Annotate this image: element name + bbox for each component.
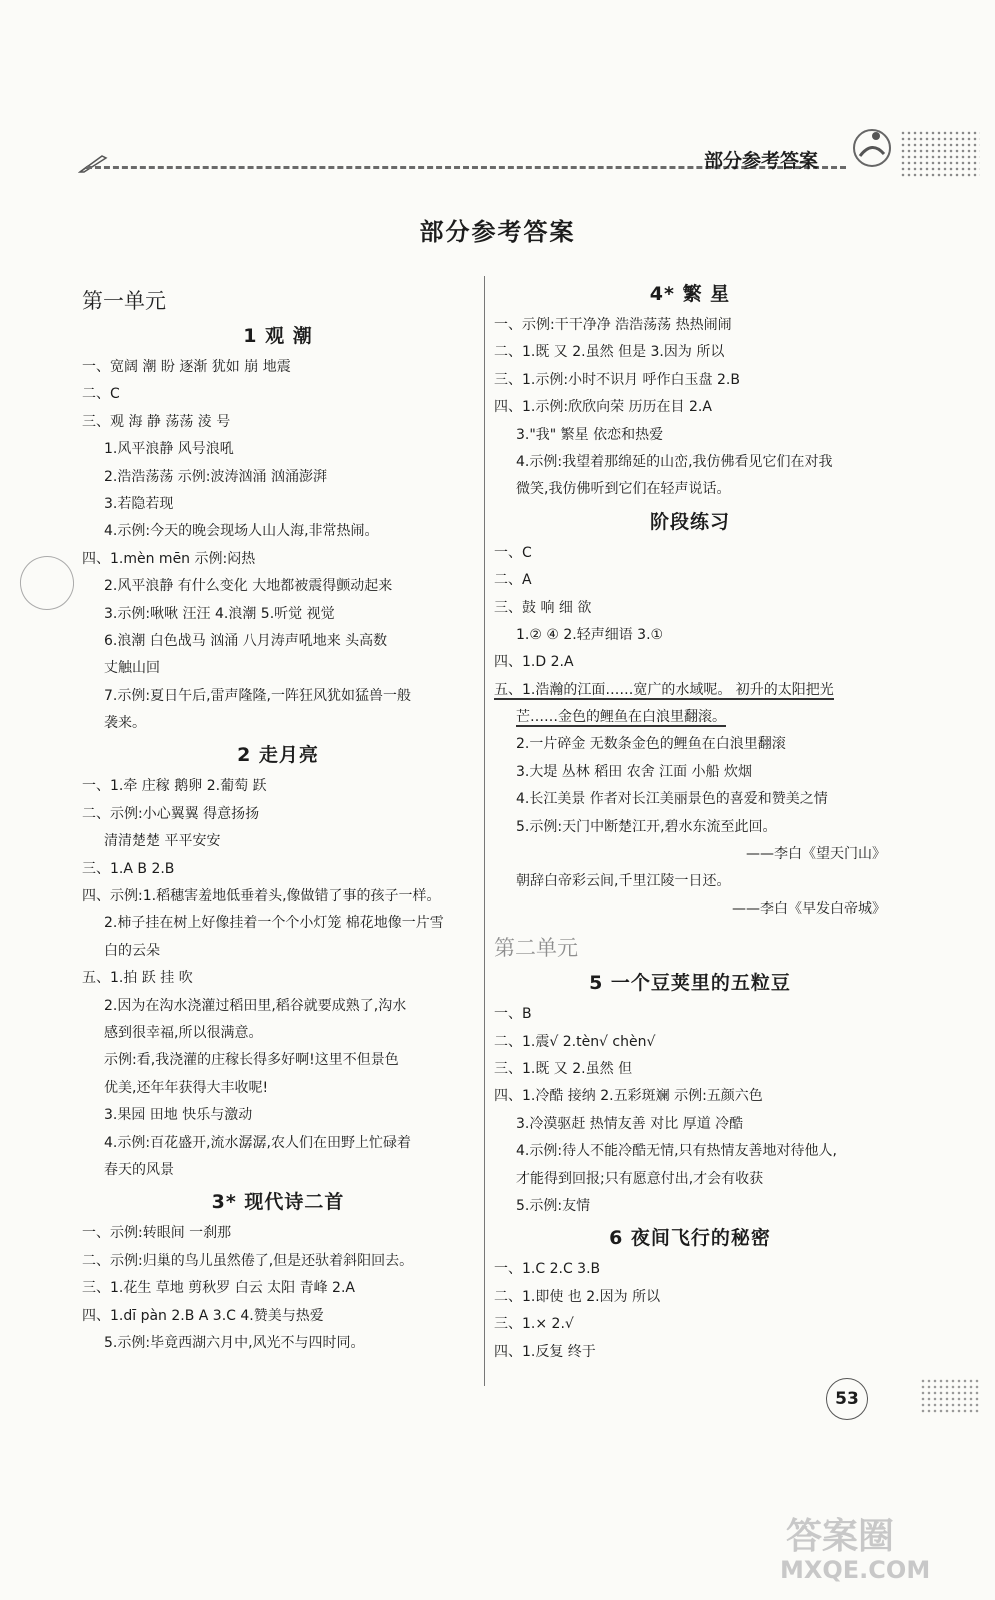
answer-line: 优美,还年年获得大丰收呢! [104, 1079, 269, 1096]
answer-line: 4.示例:待人不能冷酷无情,只有热情友善地对待他人, [516, 1143, 837, 1160]
section-title: 4* 繁 星 [649, 283, 731, 305]
answer-line: 4.长江美景 作者对长江美丽景色的喜爱和赞美之情 [516, 791, 828, 808]
answer-line: 一、1.C 2.C 3.B [494, 1261, 601, 1278]
answer-line: 三、1.× 2.√ [494, 1316, 574, 1333]
section-title: 2 走月亮 [237, 744, 319, 767]
answer-line: 微笑,我仿佛听到它们在轻声说话。 [516, 481, 731, 498]
answer-line: 1.② ④ 2.轻声细语 3.① [516, 626, 664, 643]
answer-line: 一、C [494, 544, 532, 561]
answer-line: 清清楚楚 平平安安 [104, 833, 221, 850]
underlined-answer [494, 704, 886, 731]
answer-line: 春天的风景 [104, 1161, 174, 1178]
answer-line: 3.大堤 丛林 稻田 农舍 江面 小船 炊烟 [516, 763, 753, 780]
answer-line: 一、示例:转眼间 一刹那 [82, 1225, 232, 1242]
answer-line: 丈触山回 [104, 660, 160, 677]
section-title: 5 一个豆荚里的五粒豆 [589, 972, 791, 995]
answer-line: 4.示例:今天的晚会现场人山人海,非常热闹。 [104, 523, 379, 540]
answer-line: 三、1.A B 2.B [82, 860, 175, 877]
answer-line: 四、1.示例:欣欣向荣 历历在目 2.A [494, 399, 712, 416]
answer-line: 二、1.即使 也 2.因为 所以 [494, 1288, 661, 1305]
poem-citation: ——李白《望天门山》 [746, 846, 886, 863]
pen-icon [78, 152, 108, 174]
answer-line: 1.风平浪静 风号浪吼 [104, 441, 234, 458]
reader-logo-icon [850, 126, 894, 170]
answer-line: 四、1.dī pàn 2.B A 3.C 4.赞美与热爱 [82, 1307, 324, 1324]
answer-line: 感到很幸福,所以很满意。 [104, 1024, 263, 1041]
underlined-text: 五、1.浩瀚的江面……宽广的水域呢。 初升的太阳把光 [494, 681, 834, 698]
answer-line: 2.浩浩荡荡 示例:波涛汹涌 汹涌澎湃 [104, 468, 327, 485]
answer-line: 三、观 海 静 荡荡 淩 号 [82, 413, 231, 430]
answer-line: 二、示例:小心翼翼 得意扬扬 [82, 805, 260, 822]
answer-line: 4.示例:百花盛开,流水潺潺,农人们在田野上忙碌着 [104, 1134, 411, 1151]
watermark-logo: 答案圈 [786, 1516, 895, 1557]
answer-line: 一、宽阔 潮 盼 逐渐 犹如 崩 地震 [82, 359, 291, 375]
answer-line: 2.因为在沟水浇灌过稻田里,稻谷就要成熟了,沟水 [104, 997, 407, 1014]
answer-line: 二、1.既 又 2.虽然 但是 3.因为 所以 [494, 344, 725, 361]
answer-line: 四、1.冷酷 接纳 2.五彩斑斓 示例:五颜六色 [494, 1088, 763, 1105]
answer-line: 2.柿子挂在树上好像挂着一个个小灯笼 棉花地像一片雪 [104, 915, 444, 932]
section-title: 阶段练习 [649, 510, 730, 533]
answer-line: 四、1.mèn mēn 示例:闷热 [82, 550, 256, 567]
answer-line: 白的云朵 [104, 942, 160, 959]
answer-line: 二、C [82, 386, 120, 403]
underlined-answer [494, 677, 886, 704]
page-number-badge: 53 [826, 1378, 868, 1420]
column-divider [484, 276, 485, 1386]
answer-line: 4.示例:我望着那绵延的山峦,我仿佛看见它们在对我 [516, 453, 833, 470]
answer-line: 3.果园 田地 快乐与激动 [104, 1107, 253, 1124]
answer-line: 四、示例:1.稻穗害羞地低垂着头,像做错了事的孩子一样。 [82, 888, 441, 905]
answer-line: 二、A [494, 572, 532, 589]
answer-line: 示例:看,我浇灌的庄稼长得多好啊!这里不但景色 [104, 1052, 399, 1069]
answer-line: 3.若隐若现 [104, 495, 174, 512]
answer-line: 2.风平浪静 有什么变化 大地都被震得颤动起来 [104, 578, 393, 595]
answer-line: 5.示例:友情 [516, 1197, 591, 1214]
watermark-url: MXQE.COM [780, 1556, 931, 1584]
section-title: 3* 现代诗二首 [211, 1191, 345, 1214]
answer-line: 5.示例:天门中断楚江开,碧水东流至此回。 [516, 818, 777, 835]
answer-line: 6.浪潮 白色战马 汹涌 八月涛声吼地来 头高数 [104, 632, 388, 649]
poem-citation: ——李白《早发白帝城》 [732, 900, 886, 917]
answer-line: 3."我" 繁星 依恋和热爱 [516, 426, 664, 443]
header-title: 部分参考答案 [704, 150, 819, 172]
answer-line: 朝辞白帝彩云间,千里江陵一日还。 [516, 873, 731, 890]
answer-line: 3.冷漠驱赶 热情友善 对比 厚道 冷酷 [516, 1115, 744, 1132]
header-dot-pattern [900, 130, 980, 178]
answer-line: 才能得到回报;只有愿意付出,才会有收获 [516, 1170, 764, 1187]
answer-line: 五、1.拍 跃 挂 吹 [82, 970, 193, 987]
footer-dot-pattern [920, 1378, 980, 1414]
answer-line: 三、1.示例:小时不识月 呼作白玉盘 2.B [494, 371, 740, 388]
underlined-text: 芒……金色的鲤鱼在白浪里翻滚。 [516, 709, 726, 726]
unit-heading: 第一单元 [82, 289, 166, 313]
answer-line: 二、示例:归巢的鸟儿虽然倦了,但是还驮着斜阳回去。 [82, 1252, 414, 1269]
answer-line: 3.示例:啾啾 汪汪 4.浪潮 5.听觉 视觉 [104, 605, 335, 622]
page-title: 部分参考答案 [419, 218, 576, 246]
answer-line: 三、1.花生 草地 剪秋罗 白云 太阳 青峰 2.A [82, 1280, 355, 1297]
unit-heading: 第二单元 [494, 936, 578, 961]
answer-line: 三、鼓 响 细 欲 [494, 599, 592, 616]
answer-line: 袭来。 [104, 715, 146, 732]
answer-line: 四、1.D 2.A [494, 654, 574, 671]
answer-line: 二、1.震√ 2.tèn√ chèn√ [494, 1033, 656, 1050]
left-column [82, 276, 474, 1357]
answer-line: 5.示例:毕竟西湖六月中,风光不与四时同。 [104, 1334, 365, 1351]
section-title: 6 夜间飞行的秘密 [609, 1227, 771, 1250]
answer-line: 一、示例:干干净净 浩浩荡荡 热热闹闹 [494, 317, 732, 333]
answer-line: 一、B [494, 1006, 532, 1023]
answer-line: 7.示例:夏日午后,雷声隆隆,一阵狂风犹如猛兽一般 [104, 687, 411, 704]
answer-line: 一、1.牵 庄稼 鹅卵 2.葡萄 跃 [82, 778, 267, 795]
answer-line: 2.一片碎金 无数条金色的鲤鱼在白浪里翻滚 [516, 736, 786, 753]
section-title: 1 观 潮 [243, 325, 313, 347]
right-column [494, 276, 886, 1366]
answer-line: 三、1.既 又 2.虽然 但 [494, 1060, 633, 1077]
answer-line: 四、1.反复 终于 [494, 1343, 596, 1360]
stamp-icon [15, 551, 79, 615]
